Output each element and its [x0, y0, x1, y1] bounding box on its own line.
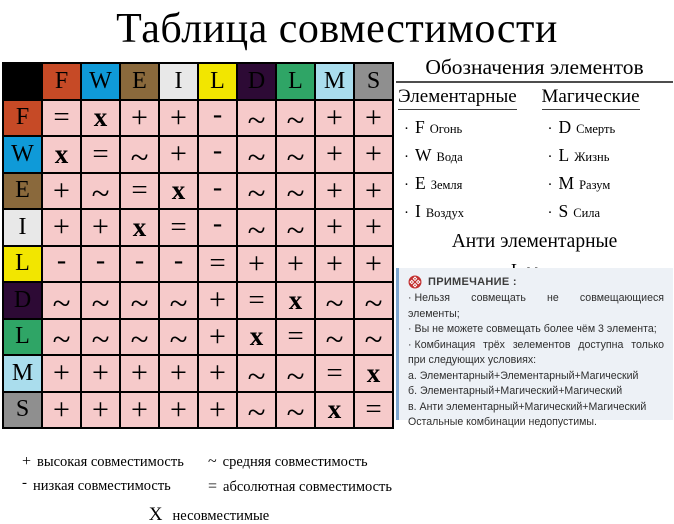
note-title: ПРИМЕЧАНИЕ :: [428, 276, 517, 288]
legend-label: высокая совместимость: [37, 454, 184, 470]
compatibility-symbol: +: [326, 210, 343, 244]
compatibility-symbol: ~: [91, 322, 110, 359]
compatibility-symbol: x: [249, 321, 264, 352]
element-letter: F: [415, 117, 425, 137]
matrix-cell: [354, 319, 393, 359]
matrix-cell: [159, 246, 198, 283]
compatibility-symbol: +: [209, 319, 226, 353]
matrix-cell: [315, 173, 354, 210]
matrix-cell: [159, 282, 198, 322]
matrix-cell: [237, 136, 276, 176]
compatibility-table: [2, 62, 394, 432]
legend-panel-title: Обозначения элементов: [396, 55, 673, 83]
matrix-cell: [42, 209, 81, 246]
matrix-cell: [42, 246, 81, 283]
compatibility-symbol: x: [54, 138, 69, 169]
compatibility-symbol: ~: [247, 176, 266, 213]
compatibility-symbol: ~: [286, 103, 305, 140]
matrix-cell: [81, 282, 120, 322]
element-letter: E: [415, 173, 426, 193]
compatibility-symbol: +: [53, 356, 70, 390]
note-line: [408, 291, 664, 322]
matrix-cell: [159, 100, 198, 137]
compatibility-symbol: =: [53, 101, 70, 134]
compatibility-symbol: ~: [169, 285, 188, 322]
legend-panel: [396, 55, 673, 281]
row-header: M: [3, 355, 42, 392]
element-name: Воздух: [425, 206, 464, 220]
tilde-symbol: ~: [208, 453, 217, 470]
matrix-cell: [315, 392, 354, 429]
matrix-cell: [276, 136, 315, 176]
bullet-icon: ·: [547, 121, 553, 137]
matrix-cell: [237, 355, 276, 395]
compatibility-symbol: +: [287, 246, 304, 280]
legend-label: несовместимые: [172, 508, 270, 524]
matrix-cell: [120, 246, 159, 283]
compatibility-symbol: ~: [286, 176, 305, 213]
matrix-cell: [198, 319, 237, 356]
compatibility-symbol: -: [212, 171, 223, 203]
compatibility-symbol: ~: [364, 285, 383, 322]
compatibility-symbol: -: [212, 98, 223, 130]
matrix-cell: [237, 392, 276, 432]
matrix-cell: [159, 392, 198, 429]
compatibility-symbol: =: [170, 210, 187, 243]
plus-symbol: +: [22, 453, 32, 470]
page-title: Таблица совместимости: [116, 6, 558, 52]
compatibility-symbol: ~: [130, 139, 149, 176]
compatibility-symbol: x: [327, 394, 342, 425]
element-name: Огонь: [429, 122, 463, 136]
matrix-cell: [120, 319, 159, 359]
matrix-cell: [42, 392, 81, 429]
compatibility-symbol: ~: [286, 139, 305, 176]
bullet-icon: ·: [547, 149, 553, 165]
element-letter: D: [558, 117, 572, 137]
bullet-icon: ·: [404, 149, 409, 165]
compatibility-symbol: +: [131, 356, 148, 390]
note-line: [408, 415, 664, 431]
matrix-cell: [81, 319, 120, 359]
compatibility-symbol: ~: [52, 322, 71, 359]
compatibility-symbol: -: [56, 244, 67, 276]
compatibility-symbol: +: [365, 246, 382, 280]
compatibility-symbol: +: [365, 173, 382, 207]
compatibility-symbol: ~: [169, 322, 188, 359]
compatibility-symbol: +: [248, 246, 265, 280]
element-name: Вода: [436, 150, 463, 164]
legend-item-low: [22, 475, 208, 496]
compatibility-symbol: =: [326, 356, 343, 389]
matrix-cell: [120, 355, 159, 392]
note-line: [408, 369, 664, 385]
matrix-cell: [354, 392, 393, 429]
compatibility-symbol: =: [209, 247, 226, 280]
compatibility-symbol: +: [209, 356, 226, 390]
row-header: S: [3, 392, 42, 429]
compatibility-symbol: ~: [52, 285, 71, 322]
compatibility-symbol: +: [53, 173, 70, 207]
matrix-cell: [198, 392, 237, 429]
bullet-icon: ·: [404, 121, 409, 137]
column-header: D: [237, 63, 276, 100]
matrix-cell: [276, 319, 315, 356]
matrix-cell: [354, 173, 393, 210]
matrix-cell: [315, 100, 354, 137]
compatibility-symbol: +: [53, 392, 70, 426]
matrix-cell: [315, 246, 354, 283]
matrix-cell: [120, 136, 159, 176]
compatibility-symbol: ~: [247, 103, 266, 140]
column-header: E: [120, 63, 159, 100]
matrix-cell: [276, 246, 315, 283]
equals-symbol: =: [208, 478, 218, 495]
element-letter: I: [415, 201, 421, 221]
note-text: Остальные комбинации недопустимы.: [408, 416, 597, 428]
note-lines: [408, 291, 664, 431]
compatibility-symbol: +: [209, 283, 226, 317]
compatibility-symbol: ~: [91, 285, 110, 322]
column-header: M: [315, 63, 354, 100]
compatibility-symbol: -: [212, 208, 223, 240]
matrix-cell: [198, 209, 237, 246]
compatibility-symbol: +: [209, 392, 226, 426]
element-item: [548, 117, 674, 138]
matrix-cell: [354, 246, 393, 283]
matrix-cell: [81, 173, 120, 213]
row-header: E: [3, 173, 42, 210]
row-header: L: [3, 246, 42, 283]
matrix: [2, 62, 394, 432]
note-text: б. Элементарный+Магический+Магический: [408, 385, 623, 397]
matrix-cell: [198, 173, 237, 210]
compatibility-symbol: +: [131, 100, 148, 134]
column-header: L: [198, 63, 237, 100]
bullet-icon: ·: [408, 338, 412, 351]
note-text: в. Анти элементарный+Магический+Магический: [408, 400, 647, 413]
matrix-cell: [42, 319, 81, 359]
compatibility-symbol: x: [132, 211, 147, 242]
matrix-cell: [198, 282, 237, 319]
matrix-cell: [81, 246, 120, 283]
note-box: [396, 268, 673, 428]
matrix-cell: [237, 100, 276, 140]
matrix-cell: [120, 173, 159, 210]
row-header: I: [3, 209, 42, 246]
matrix-cell: [354, 136, 393, 173]
compatibility-symbol: ~: [247, 358, 266, 395]
corner-cell: [3, 63, 42, 100]
compatibility-symbol: =: [248, 283, 265, 316]
matrix-cell: [159, 319, 198, 359]
matrix-cell: [42, 282, 81, 322]
compatibility-symbol: ~: [130, 322, 149, 359]
matrix-cell: [237, 173, 276, 213]
element-letter: S: [558, 201, 569, 221]
matrix-cell: [42, 173, 81, 210]
compatibility-symbol: +: [92, 356, 109, 390]
matrix-cell: [315, 282, 354, 322]
element-name: Сила: [573, 206, 601, 220]
compatibility-symbol: +: [170, 356, 187, 390]
matrix-cell: [354, 100, 393, 137]
element-item: [548, 173, 674, 194]
matrix-cell: [81, 392, 120, 429]
compatibility-symbol: ~: [325, 322, 344, 359]
matrix-cell: [276, 392, 315, 432]
compatibility-symbol: ~: [286, 395, 305, 432]
compatibility-symbol: +: [365, 137, 382, 171]
compatibility-symbol: =: [92, 137, 109, 170]
element-name: Земля: [430, 178, 463, 192]
matrix-cell: [237, 209, 276, 249]
matrix-cell: [42, 100, 81, 137]
compatibility-symbol: +: [131, 392, 148, 426]
compatibility-symbol: +: [326, 173, 343, 207]
compatibility-symbol: -: [212, 135, 223, 167]
matrix-cell: [315, 209, 354, 246]
matrix-cell: [198, 246, 237, 283]
matrix-cell: [315, 136, 354, 173]
matrix-cell: [276, 282, 315, 319]
bullet-icon: ·: [408, 292, 412, 304]
compatibility-symbol: ~: [286, 358, 305, 395]
legend-column-title: Магические: [542, 86, 640, 110]
minus-symbol: -: [22, 475, 27, 491]
matrix-cell: [315, 355, 354, 392]
legend-label: абсолютная совместимость: [223, 479, 393, 495]
x-symbol: X: [148, 504, 163, 524]
compatibility-symbol: +: [170, 137, 187, 171]
matrix-cell: [276, 173, 315, 213]
compatibility-symbol: ~: [247, 212, 266, 249]
legend-column: [396, 86, 530, 222]
compatibility-symbol: +: [92, 210, 109, 244]
element-item: [404, 201, 530, 222]
bullet-icon: ·: [547, 205, 553, 221]
element-letter: L: [558, 145, 570, 165]
column-header: F: [42, 63, 81, 100]
compatibility-symbol: ~: [247, 395, 266, 432]
matrix-cell: [120, 282, 159, 322]
matrix-cell: [198, 355, 237, 392]
element-item: [404, 117, 530, 138]
compatibility-symbol: +: [170, 392, 187, 426]
element-item: [404, 173, 530, 194]
compatibility-symbol: +: [326, 100, 343, 134]
compatibility-symbol: x: [171, 175, 186, 206]
bullet-icon: ·: [547, 177, 553, 193]
symbol-legend: [0, 453, 398, 524]
matrix-cell: [81, 355, 120, 392]
matrix-cell: [237, 282, 276, 319]
compatibility-symbol: +: [365, 210, 382, 244]
matrix-cell: [354, 209, 393, 246]
legend-label: низкая совместимость: [33, 478, 171, 494]
matrix-cell: [159, 136, 198, 173]
bullet-icon: ·: [404, 177, 409, 193]
element-name: Разум: [579, 178, 611, 192]
compatibility-symbol: x: [366, 357, 381, 388]
matrix-cell: [354, 355, 393, 392]
matrix-cell: [42, 136, 81, 173]
element-item: [548, 201, 674, 222]
note-text: Нельзя совмещать не совмещающиеся элементы;: [408, 292, 664, 320]
compatibility-symbol: +: [170, 100, 187, 134]
element-item: [404, 145, 530, 166]
matrix-cell: [159, 173, 198, 210]
column-header: S: [354, 63, 393, 100]
legend-item-medium: [208, 453, 398, 471]
compatibility-symbol: ~: [130, 285, 149, 322]
column-header: I: [159, 63, 198, 100]
element-name: Смерть: [576, 122, 616, 136]
note-line: [408, 384, 664, 400]
anti-elements-title: Анти элементарные: [451, 231, 618, 252]
matrix-cell: [81, 209, 120, 246]
note-title-row: [408, 275, 664, 289]
compatibility-symbol: -: [95, 244, 106, 276]
compatibility-symbol: -: [134, 244, 145, 276]
compatibility-symbol: ~: [247, 139, 266, 176]
compatibility-symbol: ~: [325, 285, 344, 322]
note-text: Вы не можете совмещать более чём 3 элемента;: [414, 323, 657, 335]
compatibility-symbol: +: [326, 246, 343, 280]
row-header: F: [3, 100, 42, 137]
matrix-cell: [159, 209, 198, 246]
legend-column-title: Элементарные: [398, 86, 517, 110]
compatibility-symbol: +: [326, 137, 343, 171]
legend-item-incompatible: [0, 504, 398, 524]
matrix-cell: [159, 355, 198, 392]
compatibility-symbol: =: [365, 393, 382, 426]
note-line: [408, 400, 664, 416]
compatibility-symbol: +: [53, 210, 70, 244]
compatibility-symbol: +: [365, 100, 382, 134]
bullet-icon: ·: [408, 323, 412, 335]
row-header: W: [3, 136, 42, 173]
matrix-cell: [198, 100, 237, 137]
element-item: [548, 145, 674, 166]
compatibility-symbol: x: [93, 102, 108, 133]
matrix-cell: [276, 209, 315, 249]
matrix-cell: [276, 355, 315, 395]
legend-column: [530, 86, 674, 222]
column-header: L: [276, 63, 315, 100]
note-line: [408, 322, 664, 338]
legend-label: средняя совместимость: [222, 454, 368, 470]
element-name: Жизнь: [574, 150, 610, 164]
matrix-cell: [276, 100, 315, 140]
compatibility-symbol: x: [288, 284, 303, 315]
matrix-cell: [120, 100, 159, 137]
compatibility-symbol: =: [287, 320, 304, 353]
element-letter: M: [558, 173, 575, 193]
matrix-cell: [315, 319, 354, 359]
note-text: Комбинация трёх зелементов доступна только при следующих условиях:: [408, 338, 664, 366]
matrix-cell: [198, 136, 237, 173]
ornament-diamond-icon: [408, 275, 422, 289]
note-text: а. Элементарный+Элементарный+Магический: [408, 369, 639, 382]
symbol-legend-grid: [0, 453, 398, 496]
matrix-cell: [120, 209, 159, 246]
legend-item-absolute: [208, 478, 398, 496]
matrix-cell: [81, 136, 120, 173]
matrix-cell: [237, 319, 276, 356]
matrix-cell: [354, 282, 393, 322]
column-header: W: [81, 63, 120, 100]
element-letter: W: [415, 145, 432, 165]
compatibility-symbol: ~: [286, 212, 305, 249]
matrix-cell: [237, 246, 276, 283]
compatibility-symbol: ~: [364, 322, 383, 359]
compatibility-symbol: =: [131, 174, 148, 207]
matrix-cell: [42, 355, 81, 392]
row-header: L: [3, 319, 42, 356]
matrix-cell: [120, 392, 159, 429]
legend-columns: [396, 86, 673, 222]
compatibility-symbol: +: [92, 392, 109, 426]
note-line: [408, 338, 664, 369]
matrix-cell: [81, 100, 120, 137]
compatibility-symbol: ~: [91, 176, 110, 213]
legend-item-high: [22, 453, 208, 471]
row-header: D: [3, 282, 42, 319]
compatibility-symbol: -: [173, 244, 184, 276]
bullet-icon: ·: [404, 205, 409, 221]
